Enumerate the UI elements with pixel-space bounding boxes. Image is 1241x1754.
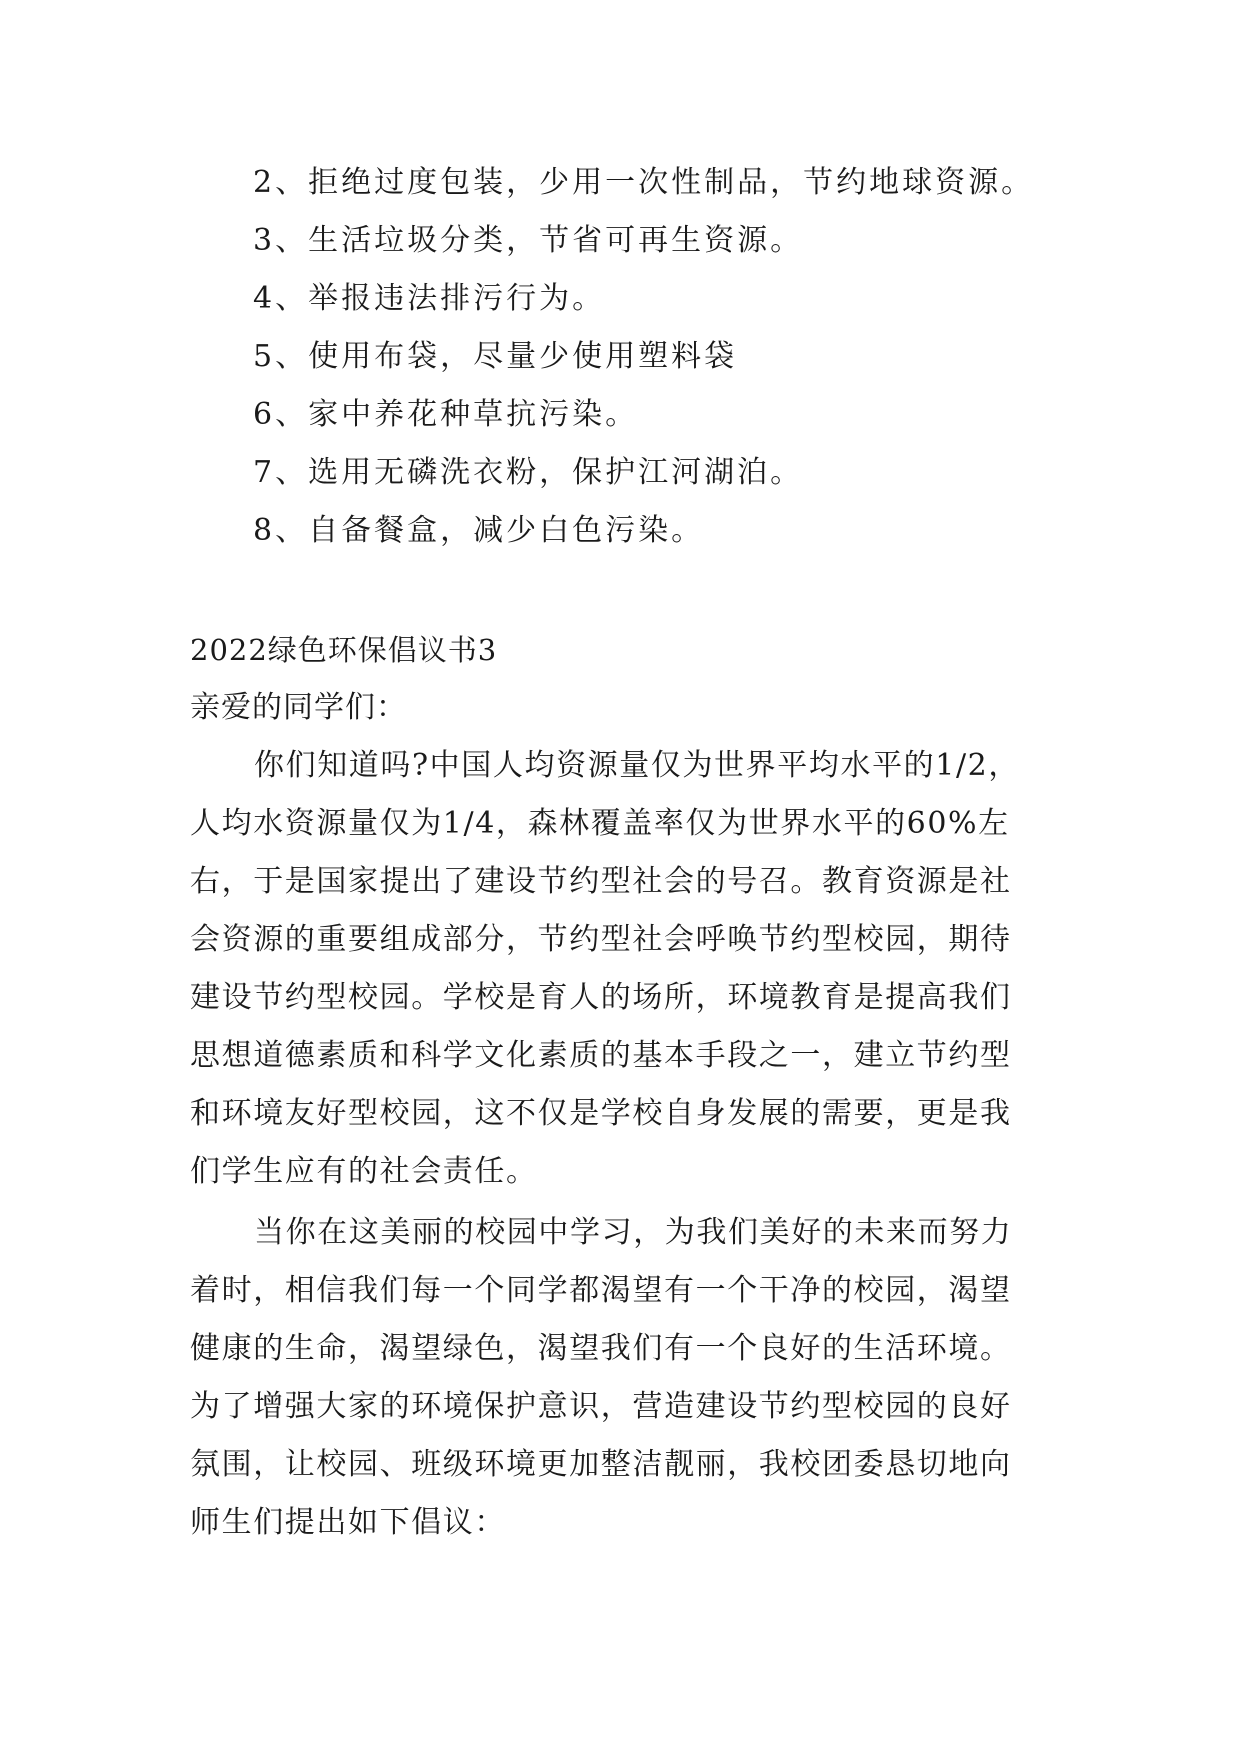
list-item: 4、举报违法排污行为。 bbox=[253, 281, 606, 316]
paragraph-line: 师生们提出如下倡议： bbox=[190, 1505, 506, 1540]
paragraph-line: 人均水资源量仅为1/4，森林覆盖率仅为世界水平的60%左 bbox=[190, 806, 1010, 841]
paragraph-line: 和环境友好型校园，这不仅是学校自身发展的需要，更是我 bbox=[190, 1096, 1012, 1131]
paragraph-line: 当你在这美丽的校园中学习，为我们美好的未来而努力 bbox=[254, 1215, 1013, 1250]
proposal-section bbox=[190, 621, 1060, 1552]
section-heading: 2022绿色环保倡议书3 bbox=[190, 633, 498, 667]
paragraph-line: 思想道德素质和科学文化素质的基本手段之一，建立节约型 bbox=[190, 1038, 1012, 1073]
salutation: 亲爱的同学们： bbox=[190, 690, 407, 725]
paragraph-line: 为了增强大家的环境保护意识，营造建设节约型校园的良好 bbox=[190, 1389, 1012, 1424]
list-item: 7、选用无磷洗衣粉，保护江河湖泊。 bbox=[253, 455, 804, 490]
paragraph-line: 你们知道吗?中国人均资源量仅为世界平均水平的1/2， bbox=[254, 748, 1020, 783]
paragraph-line: 建设节约型校园。学校是育人的场所，环境教育是提高我们 bbox=[190, 980, 1012, 1015]
paragraph-1 bbox=[190, 737, 1060, 1201]
list-item: 5、使用布袋，尽量少使用塑料袋 bbox=[253, 339, 738, 374]
paragraph-line: 健康的生命，渴望绿色，渴望我们有一个良好的生活环境。 bbox=[190, 1331, 1012, 1366]
list-item: 6、家中养花种草抗污染。 bbox=[253, 397, 639, 432]
paragraph-line: 们学生应有的社会责任。 bbox=[190, 1154, 538, 1189]
paragraph-line: 着时，相信我们每一个同学都渴望有一个干净的校园，渴望 bbox=[190, 1273, 1012, 1308]
paragraph-line: 右，于是国家提出了建设节约型社会的号召。教育资源是社 bbox=[190, 864, 1012, 899]
list-item: 8、自备餐盒，减少白色污染。 bbox=[253, 513, 705, 548]
list-item: 2、拒绝过度包装，少用一次性制品，节约地球资源。 bbox=[253, 165, 1035, 200]
paragraph-2 bbox=[190, 1204, 1060, 1552]
tips-list bbox=[253, 154, 1034, 560]
paragraph-line: 会资源的重要组成部分，节约型社会呼唤节约型校园，期待 bbox=[190, 922, 1012, 957]
paragraph-line: 氛围，让校园、班级环境更加整洁靓丽，我校团委恳切地向 bbox=[190, 1447, 1012, 1482]
list-item: 3、生活垃圾分类，节省可再生资源。 bbox=[253, 223, 804, 258]
